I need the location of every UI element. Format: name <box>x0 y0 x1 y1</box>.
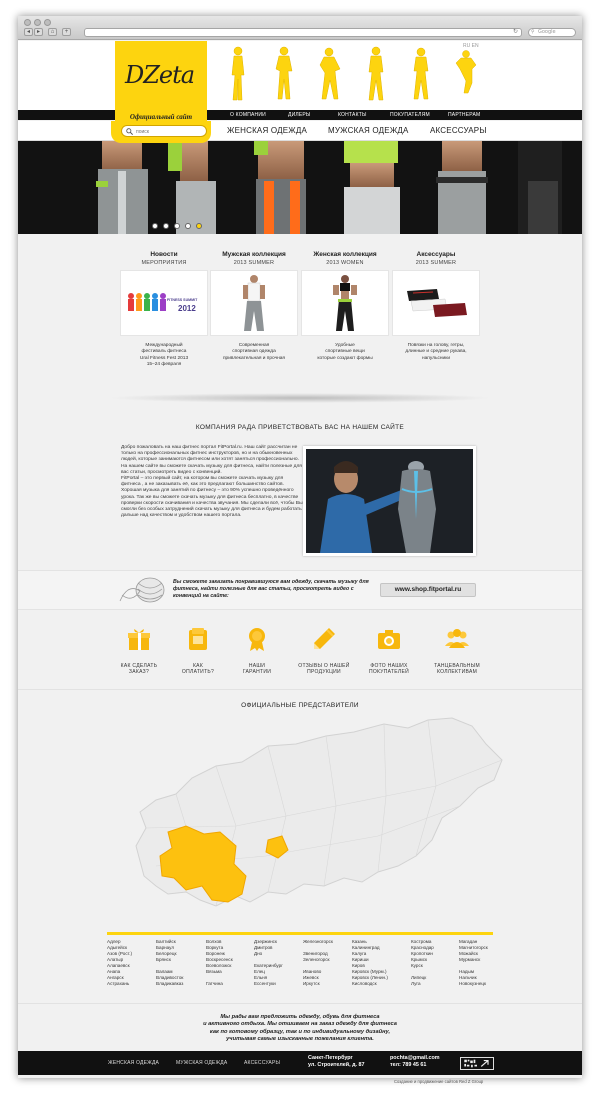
city-link[interactable]: Азов (Рост.) <box>107 951 133 957</box>
reviews-item[interactable] <box>289 626 359 675</box>
hero-slider[interactable] <box>18 141 582 234</box>
logo-tagline: Официальный сайт <box>129 113 193 121</box>
city-link[interactable]: Надым <box>459 969 475 975</box>
wallet-icon <box>185 626 211 652</box>
medal-icon <box>244 626 270 652</box>
site-search[interactable] <box>121 125 207 137</box>
city-link[interactable]: Кировск (Мурм.) <box>352 969 387 975</box>
footer-address <box>308 1055 365 1069</box>
accessories-block[interactable] <box>392 251 480 362</box>
city-link[interactable]: Калуга <box>352 951 367 957</box>
city-link[interactable]: Луга <box>411 981 421 987</box>
city-link[interactable]: Зеленогорск <box>303 957 330 963</box>
zoom-window-icon[interactable] <box>44 19 51 26</box>
logo-text: DZeta <box>125 61 195 89</box>
nav-womens-clothing[interactable]: ЖЕНСКАЯ ОДЕЖДА <box>227 126 308 135</box>
feature-label: КАК СДЕЛАТЬ <box>120 663 158 669</box>
feature-label: ПОКУПАТЕЛЕЙ <box>368 669 410 676</box>
cities-column <box>156 939 208 987</box>
search-icon <box>126 128 133 135</box>
city-link[interactable]: Воскресенск <box>206 957 233 963</box>
slider-dot-3[interactable] <box>174 223 180 229</box>
footer-accessories[interactable]: АКСЕССУАРЫ <box>244 1060 281 1066</box>
browser-search-placeholder: Google <box>538 29 556 35</box>
city-link[interactable]: Звенигород <box>303 951 328 957</box>
slider-dot-1[interactable] <box>152 223 158 229</box>
pencil-icon <box>311 626 337 652</box>
fitness-summit-label: FITNESS SUMMIT <box>167 298 198 302</box>
section-divider <box>18 1003 582 1004</box>
welcome-text <box>121 445 304 519</box>
cities-column <box>254 939 306 987</box>
news-block[interactable] <box>120 251 208 368</box>
city-link[interactable]: Ижевск <box>303 975 319 981</box>
representatives-map[interactable] <box>116 716 506 931</box>
shop-promo-band <box>18 570 582 610</box>
welcome-paragraph-2: FitPortal – это первый сайт, на котором вы сможете скачать музыку для фитнеса , а не заказывать её, как это предлагают большинство сайтов. Хорошая музыка для занятий по фитнесу – это 90% успешно проведённого урока. Так же вы сможете скачать музыку для фитнеса бесплатно, в качестве проверки скорости скачивания и качества звучания. Мы сделали всё, чтобы Вы смогли без особых затруднений скачать музыку для фитнеса и будем работать дальше над качеством и удобством нашего портала. <box>121 476 303 519</box>
footer-credit[interactable]: Создание и продвижение сайтов Red Z Group <box>394 1079 484 1084</box>
city-link[interactable]: Кириши <box>352 957 369 963</box>
city-link[interactable]: Мурманск <box>459 957 481 963</box>
feature-label: НАШИ <box>248 663 266 669</box>
tagline-line: и активного отдыха. Мы отшиваем на заказ одежду для фитнеса <box>203 1021 397 1028</box>
cities-list <box>107 939 507 999</box>
city-link[interactable]: Волхов <box>206 939 222 944</box>
news-desc-line: 15–24 февраля <box>146 361 182 367</box>
minimize-window-icon[interactable] <box>34 19 41 26</box>
cities-column <box>206 939 258 987</box>
news-desc-line: Ural Fitness Fest 2013 <box>139 355 189 361</box>
footer-email[interactable]: pochta@gmail.com <box>390 1055 440 1061</box>
mens-desc-line: спортивная одежда <box>232 349 276 355</box>
city-link[interactable]: Железногорск <box>303 939 333 944</box>
slider-dot-5[interactable] <box>196 223 202 229</box>
cities-column <box>107 939 159 987</box>
welcome-title: КОМПАНИЯ РАДА ПРИВЕТСТВОВАТЬ ВАС НА НАШЕМ САЙТЕ <box>195 424 405 431</box>
city-link[interactable]: Дмитров <box>254 945 273 951</box>
news-image[interactable] <box>120 270 208 336</box>
tailor-photo <box>303 446 476 556</box>
accessories-desc-line: напульсники <box>421 355 450 361</box>
news-title[interactable]: Новости <box>150 251 178 258</box>
footer-womens-clothing[interactable]: ЖЕНСКАЯ ОДЕЖДА <box>108 1060 160 1066</box>
svg-text:2012: 2012 <box>178 304 196 313</box>
people-icon <box>444 626 470 652</box>
language-switch[interactable]: RU EN <box>463 43 479 49</box>
browser-toolbar <box>18 16 582 40</box>
magnifier-icon: ⚲ <box>531 29 535 35</box>
feature-label: ПРОДУКЦИИ <box>307 669 341 676</box>
city-link[interactable]: Алапаевск <box>107 963 130 969</box>
city-link[interactable]: Новокузнецк <box>459 981 487 987</box>
reload-icon[interactable]: ↻ <box>512 29 518 35</box>
section-shadow <box>108 393 492 403</box>
city-link[interactable]: Можайск <box>459 951 478 957</box>
footer-city: Санкт-Петербург <box>308 1055 353 1061</box>
city-link[interactable]: Балтийск <box>156 939 176 944</box>
slider-dot-2[interactable] <box>163 223 169 229</box>
footer-street: ул. Строителей, д. 87 <box>308 1062 365 1068</box>
tagline-line: как по готовому образцу, так и по индивидуальному дизайну, <box>209 1028 391 1035</box>
city-link[interactable]: Елец <box>254 969 265 975</box>
forward-arrow-icon[interactable]: ▸ <box>34 28 43 36</box>
accessories-desc-line: Повязки на голову, гетры, <box>407 343 465 348</box>
womens-desc-line: спортивные вещи <box>325 349 365 355</box>
city-link[interactable]: Калининград <box>352 945 380 951</box>
feature-label: КАК <box>192 663 204 669</box>
city-link[interactable]: Алатыр <box>107 957 124 963</box>
mens-desc-line: привлекательная и прочная <box>222 355 286 361</box>
feature-label: ОПЛАТИТЬ? <box>181 669 215 676</box>
city-link[interactable]: Ельня <box>254 975 268 981</box>
close-window-icon[interactable] <box>24 19 31 26</box>
city-link[interactable]: Екатеринбург <box>254 963 283 969</box>
womens-collection-title[interactable]: Женская коллекция <box>313 251 377 258</box>
browser-window <box>18 16 582 1084</box>
mens-collection-title[interactable]: Мужская коллекция <box>222 251 286 258</box>
city-link[interactable]: Всеволожск <box>206 963 232 969</box>
city-link[interactable]: Краснодар <box>411 945 434 951</box>
footer-phone: тел: 789 45 61 <box>390 1062 427 1068</box>
browser-search-input[interactable] <box>528 28 576 37</box>
dance-groups-item[interactable] <box>422 626 492 675</box>
city-link[interactable]: Владивосток <box>156 975 184 981</box>
cities-divider <box>107 932 493 935</box>
city-link[interactable]: Белорецк <box>156 951 177 957</box>
accessories-desc-line: длинные и средние рукава, <box>405 349 467 355</box>
city-link[interactable]: Магадан <box>459 939 478 944</box>
mens-collection-image[interactable] <box>210 270 298 336</box>
website <box>18 41 582 1084</box>
company-tagline <box>18 1014 582 1044</box>
gift-icon <box>126 626 152 652</box>
city-link[interactable]: Адыгейск <box>107 945 128 951</box>
city-link[interactable]: Липецк <box>411 975 427 981</box>
dancer-silhouettes <box>218 45 488 107</box>
address-bar[interactable] <box>84 28 522 37</box>
womens-collection-image[interactable] <box>301 270 389 336</box>
main-navigation <box>18 121 582 141</box>
back-arrow-icon[interactable]: ◂ <box>24 28 33 36</box>
slider-dots <box>152 223 212 231</box>
city-link[interactable]: Казань <box>352 939 367 944</box>
womens-collection-description <box>301 343 389 362</box>
site-header <box>18 41 582 110</box>
feature-label: ЗАКАЗ? <box>128 669 150 676</box>
news-description <box>120 343 208 368</box>
mens-desc-line: Современная <box>238 343 270 348</box>
welcome-paragraph-1: Добро пожаловать на наш фитнес портал FitPortal.ru. Наш сайт рассчитан не только на профессиональных фитнес инструкторов, но и на обыкновенных людей, которые занимаются фитнесом или хотят заняться профессионально. На нашем сайте вы сможете скачать музыку для фитнеса, найти полезные для вас статьи, просмотреть видео с конвенций. <box>121 445 302 475</box>
section-divider <box>18 689 582 690</box>
city-link[interactable]: Дзержинск <box>254 939 277 944</box>
city-link[interactable]: Нальчик <box>459 975 477 981</box>
hero-image <box>18 141 582 234</box>
feature-label: ФОТО НАШИХ <box>370 663 408 669</box>
city-link[interactable]: Киров <box>352 963 365 969</box>
city-link[interactable]: Ангарск <box>107 975 124 981</box>
feature-label: ТАНЦЕВАЛЬНЫМ <box>434 663 480 669</box>
city-link[interactable]: Воронеж <box>206 951 225 957</box>
feature-label: КОЛЛЕКТИВАМ <box>436 669 478 676</box>
thread-spool-icon <box>118 573 168 607</box>
city-link[interactable]: Магнитогорск <box>459 945 488 951</box>
news-desc-line: фестиваль фитнеса <box>141 349 187 355</box>
topnav-about[interactable]: О КОМПАНИИ <box>230 112 266 118</box>
city-link[interactable]: Кировск (Ленин.) <box>352 975 388 981</box>
topnav-contacts[interactable]: КОНТАКТЫ <box>338 112 367 118</box>
shop-promo-text: Вы сможете заказать понравившуюся вам одежду, скачать музыку для фитнеса, найти полезные для вас статьи, просмотреть видео с конвенций на сайте: <box>173 579 369 600</box>
news-desc-line: Международный <box>145 343 183 348</box>
topnav-dealers[interactable]: ДИЛЕРЫ <box>288 112 311 118</box>
site-logo[interactable] <box>115 41 207 121</box>
city-link[interactable]: Кропоткин <box>411 951 433 957</box>
city-link[interactable]: Валаам <box>156 969 173 975</box>
city-link[interactable]: Кострома <box>411 939 432 944</box>
cities-column <box>303 939 355 987</box>
footer-mens-clothing[interactable]: МУЖСКАЯ ОДЕЖДА <box>176 1060 228 1066</box>
cities-column <box>459 939 511 987</box>
guarantees-item[interactable] <box>222 626 292 675</box>
add-bookmark-icon[interactable]: + <box>62 28 71 36</box>
accessories-title[interactable]: Аксессуары <box>416 251 456 258</box>
city-link[interactable]: Анапа <box>107 969 121 975</box>
home-icon[interactable]: ⌂ <box>48 28 57 36</box>
city-link[interactable]: Вязьма <box>206 969 222 975</box>
accessories-subtitle: 2013 SUMMER <box>415 260 457 266</box>
qr-code-icon[interactable] <box>460 1057 494 1070</box>
accessories-description <box>392 343 480 362</box>
city-link[interactable]: Кисловодск <box>352 981 377 987</box>
slider-dot-4[interactable] <box>185 223 191 229</box>
city-link[interactable]: Адлер <box>107 939 121 944</box>
topnav-partners[interactable]: ПАРТНЕРАМ <box>448 112 481 118</box>
feature-label: ОТЗЫВЫ О НАШЕЙ <box>298 663 350 669</box>
nav-accessories[interactable]: АКСЕССУАРЫ <box>430 126 487 135</box>
camera-icon <box>376 626 402 652</box>
mens-collection-block[interactable] <box>210 251 298 362</box>
top-navigation <box>18 110 582 120</box>
city-link[interactable]: Дно <box>254 951 263 957</box>
customer-photos-item[interactable] <box>354 626 424 675</box>
city-link[interactable]: Иркутск <box>303 981 320 987</box>
womens-desc-line: которые создают формы <box>317 355 373 361</box>
city-link[interactable]: Астрахань <box>107 981 130 987</box>
city-link[interactable]: Курск <box>411 963 423 969</box>
tagline-line: учитывая самые изысканные пожелания клиента. <box>226 1036 374 1043</box>
city-link[interactable]: Иваново <box>303 969 322 975</box>
city-link[interactable]: Ессентуки <box>254 981 276 987</box>
mens-collection-subtitle: 2013 SUMMER <box>233 260 275 266</box>
city-link[interactable]: Крымск <box>411 957 427 963</box>
city-link[interactable]: Владикавказ <box>156 981 184 987</box>
city-link[interactable]: Воркута <box>206 945 224 951</box>
representatives-title: ОФИЦИАЛЬНЫЕ ПРЕДСТАВИТЕЛИ <box>241 702 359 709</box>
womens-desc-line: Удобные <box>335 343 355 348</box>
accessories-image[interactable] <box>392 270 480 336</box>
site-footer <box>18 1051 582 1075</box>
city-link[interactable]: Брянск <box>156 957 171 963</box>
news-subtitle: МЕРОПРИЯТИЯ <box>141 260 187 266</box>
womens-collection-subtitle: 2013 WOMEN <box>326 260 364 266</box>
cities-column <box>411 939 463 987</box>
cities-column <box>352 939 404 987</box>
city-link[interactable]: Гатчина <box>206 981 223 987</box>
womens-collection-block[interactable] <box>301 251 389 362</box>
city-link[interactable]: Барнаул <box>156 945 175 951</box>
footer-contact <box>390 1055 440 1069</box>
search-input[interactable] <box>136 127 202 136</box>
tagline-line: Мы рады вам предложить одежду, обувь для фитнеса <box>220 1014 380 1020</box>
feature-label: ГАРАНТИИ <box>242 669 272 676</box>
shop-link-button[interactable]: www.shop.fitportal.ru <box>380 583 476 597</box>
nav-mens-clothing[interactable]: МУЖСКАЯ ОДЕЖДА <box>328 126 409 135</box>
topnav-customers[interactable]: ПОКУПАТЕЛЯМ <box>390 112 430 118</box>
mens-collection-description <box>210 343 298 362</box>
